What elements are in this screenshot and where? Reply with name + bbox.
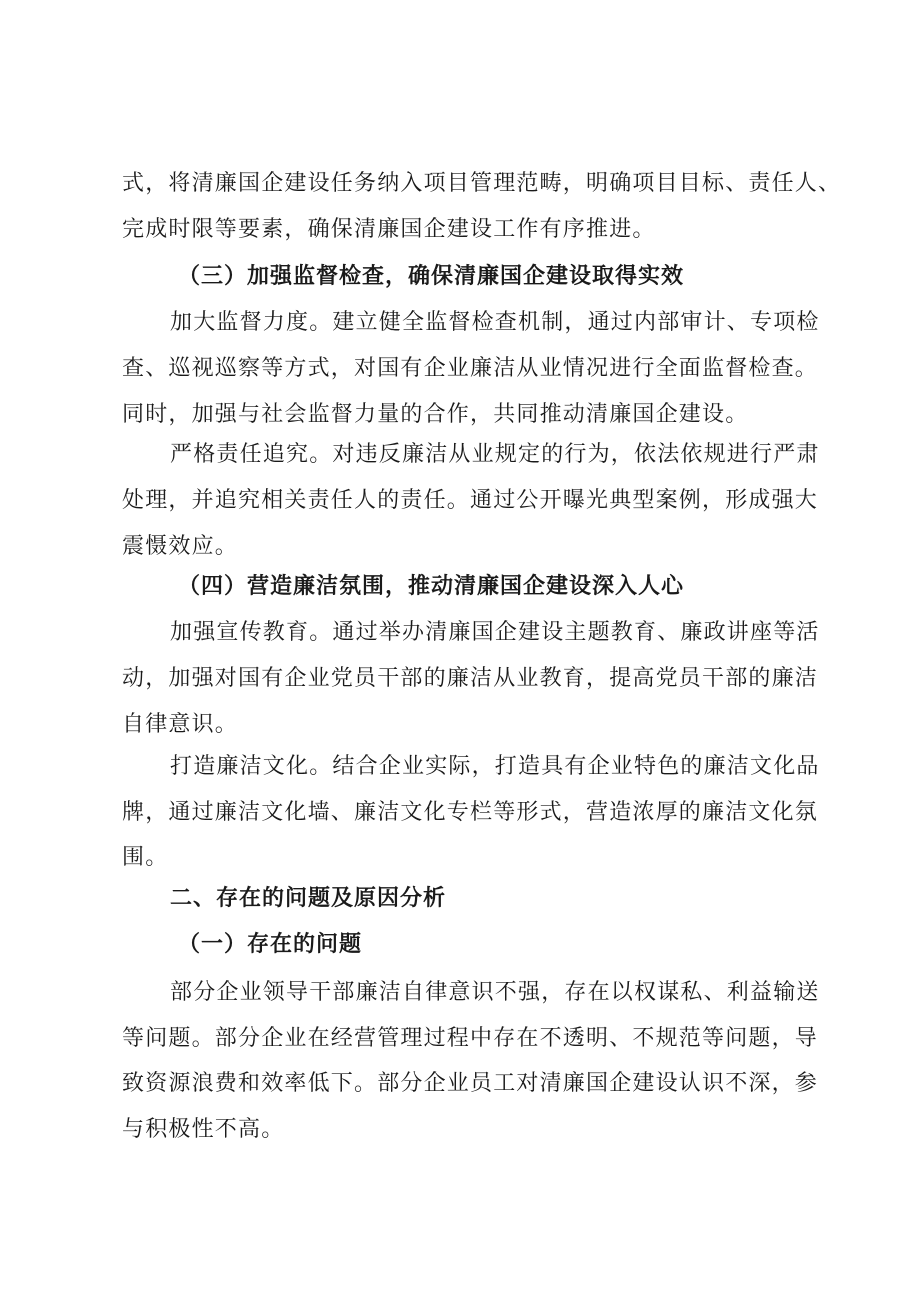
section-heading: （一）存在的问题: [178, 931, 363, 957]
paragraph-line: 式，将清廉国企建设任务纳入项目管理范畴，明确项目目标、责任人、: [122, 171, 842, 196]
paragraph-line: 等问题。部分企业在经营管理过程中存在不透明、不规范等问题，导: [122, 1026, 819, 1051]
section-heading: （三）加强监督检查，确保清廉国企建设取得实效: [178, 263, 685, 289]
paragraph-line: 加大监督力度。建立健全监督检查机制，通过内部审计、专项检: [170, 310, 820, 335]
paragraph-line: 致资源浪费和效率低下。部分企业员工对清廉国企建设认识不深，参: [122, 1071, 819, 1096]
paragraph-line: 牌，通过廉洁文化墙、廉洁文化专栏等形式，营造浓厚的廉洁文化氛: [122, 800, 819, 825]
paragraph-line: 加强宣传教育。通过举办清廉国企建设主题教育、廉政讲座等活: [170, 620, 820, 645]
paragraph-line: 处理，并追究相关责任人的责任。通过公开曝光典型案例，形成强大: [122, 488, 819, 513]
paragraph-line: 打造廉洁文化。结合企业实际，打造具有企业特色的廉洁文化品: [170, 754, 820, 779]
paragraph-line: 同时，加强与社会监督力量的合作，共同推动清廉国企建设。: [122, 402, 749, 427]
paragraph-line: 部分企业领导干部廉洁自律意识不强，存在以权谋私、利益输送: [170, 980, 820, 1005]
paragraph-line: 震慑效应。: [122, 534, 239, 559]
paragraph-line: 严格责任追究。对违反廉洁从业规定的行为，依法依规进行严肃: [170, 442, 820, 467]
paragraph-line: 查、巡视巡察等方式，对国有企业廉洁从业情况进行全面监督检查。: [122, 356, 819, 381]
paragraph-line: 与积极性不高。: [122, 1117, 285, 1142]
paragraph-line: 动，加强对国有企业党员干部的廉洁从业教育，提高党员干部的廉洁: [122, 666, 819, 691]
paragraph-line: 自律意识。: [122, 712, 239, 737]
chapter-heading: 二、存在的问题及原因分析: [170, 885, 447, 911]
paragraph-line: 完成时限等要素，确保清廉国企建设工作有序推进。: [122, 217, 656, 242]
section-heading: （四）营造廉洁氛围，推动清廉国企建设深入人心: [178, 573, 685, 599]
paragraph-line: 围。: [122, 845, 169, 870]
